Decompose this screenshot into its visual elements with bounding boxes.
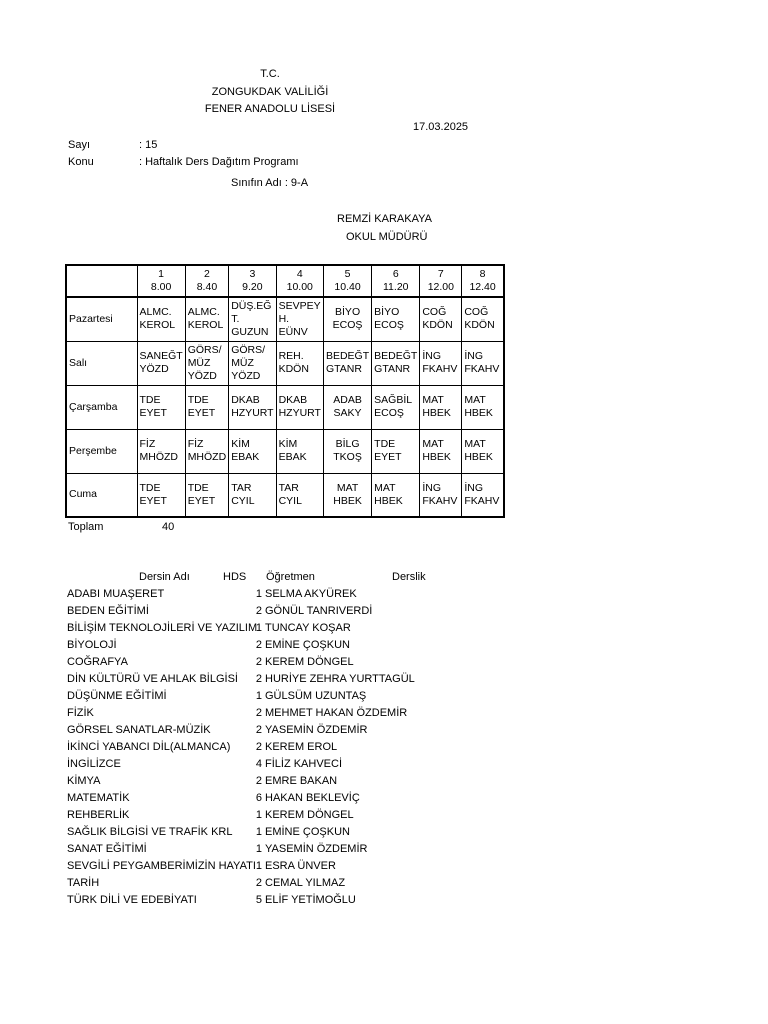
day-label: Çarşamba <box>66 385 137 429</box>
period-number: 7 <box>437 268 444 280</box>
course-teacher: EMİNE ÇOŞKUN <box>265 826 350 838</box>
lesson-cell <box>276 341 323 385</box>
lesson-teacher: HBEK <box>464 451 493 463</box>
course-teacher: EMRE BAKAN <box>265 775 338 787</box>
lesson-teacher: EYET <box>187 494 216 507</box>
lesson-cell <box>372 341 420 385</box>
course-hds: 2 <box>255 656 262 668</box>
lesson-cell <box>462 429 504 473</box>
lesson-teacher: HBEK <box>422 451 451 463</box>
course-teacher: HAKAN BEKLEVİÇ <box>265 792 360 804</box>
schedule-header-row <box>66 265 504 297</box>
lesson-code: TAR <box>231 481 252 494</box>
course-name: TÜRK DİLİ VE EDEBİYATI <box>67 894 197 906</box>
lesson-cell <box>276 385 323 429</box>
course-teacher: CEMAL YILMAZ <box>265 877 346 889</box>
lesson-teacher: KEROL <box>139 319 176 332</box>
lesson-code: ADAB <box>333 394 362 406</box>
course-teacher: GÜLSÜM UZUNTAŞ <box>265 690 367 702</box>
course-hds: 2 <box>255 775 262 787</box>
lesson-cell <box>420 473 462 517</box>
lesson-teacher: EYET <box>374 451 402 463</box>
lesson-teacher: YÖZD <box>231 369 261 382</box>
course-name: İKİNCİ YABANCI DİL(ALMANCA) <box>67 741 231 753</box>
course-hds: 5 <box>255 894 262 906</box>
konu-label: Konu <box>68 156 94 168</box>
lesson-cell <box>229 385 276 429</box>
schedule-row-pazartesi <box>66 297 504 341</box>
principal-name: REMZİ KARAKAYA <box>337 213 432 225</box>
period-number: 5 <box>344 268 351 280</box>
lesson-cell <box>462 341 504 385</box>
lesson-cell <box>137 429 185 473</box>
course-name: SAĞLIK BİLGİSİ VE TRAFİK KRL <box>67 826 233 838</box>
lesson-code: DKAB <box>278 394 308 406</box>
lesson-code: TDE <box>374 438 396 450</box>
total-value: 40 <box>162 521 175 533</box>
course-name: SEVGİLİ PEYGAMBERİMİZİN HAYATI <box>67 860 256 872</box>
lesson-cell <box>420 429 462 473</box>
header-tc: T.C. <box>260 68 280 80</box>
lesson-teacher: KDÖN <box>464 319 495 332</box>
lesson-cell <box>276 473 323 517</box>
lesson-teacher: ECOŞ <box>374 319 404 332</box>
lesson-code: SEVPEY <box>278 299 321 312</box>
lesson-cell <box>323 429 371 473</box>
course-name: MATEMATİK <box>67 792 130 804</box>
lesson-teacher: EYET <box>187 407 216 419</box>
lesson-teacher: CYIL <box>278 494 302 507</box>
course-teacher: YASEMİN ÖZDEMİR <box>265 843 368 855</box>
lesson-code: SAĞBİL <box>374 394 413 406</box>
principal-title: OKUL MÜDÜRÜ <box>346 231 428 243</box>
period-header <box>420 265 462 297</box>
period-header <box>372 265 420 297</box>
lesson-teacher: ECOŞ <box>374 407 404 419</box>
lesson-cell <box>462 473 504 517</box>
lesson-code: MAT <box>422 394 444 406</box>
lesson-teacher: YÖZD <box>187 369 217 382</box>
lesson-teacher: KDÖN <box>422 319 453 332</box>
lesson-code: TDE <box>139 394 161 406</box>
lesson-cell <box>229 429 276 473</box>
lesson-code: GÖRS/ <box>187 343 222 356</box>
course-name: BİYOLOJİ <box>67 639 117 651</box>
lesson-code: KİM <box>278 438 298 450</box>
lesson-cell <box>372 473 420 517</box>
period-time: 10.00 <box>286 281 313 293</box>
lesson-teacher: EBAK <box>231 451 260 463</box>
header-corner-cell <box>66 265 137 297</box>
lesson-code: COĞ <box>422 306 447 319</box>
col-header-course-name: Dersin Adı <box>139 571 190 583</box>
course-teacher: GÖNÜL TANRIVERDİ <box>265 605 373 617</box>
lesson-code: GÖRS/ <box>231 343 266 356</box>
lesson-code: ALMC. <box>187 306 220 319</box>
period-time: 8.40 <box>196 281 218 293</box>
period-number: 8 <box>479 268 486 280</box>
course-hds: 1 <box>255 809 262 821</box>
lesson-cell <box>229 473 276 517</box>
lesson-code: İNG <box>422 481 442 494</box>
lesson-code: FİZ <box>139 438 156 450</box>
lesson-teacher: FKAHV <box>422 363 458 375</box>
course-teacher: KEREM DÖNGEL <box>265 809 354 821</box>
total-label: Toplam <box>68 521 104 533</box>
day-label: Salı <box>66 341 137 385</box>
period-header <box>229 265 276 297</box>
period-number: 4 <box>296 268 303 280</box>
course-hds: 1 <box>255 588 262 600</box>
course-name: BEDEN EĞİTİMİ <box>67 605 149 617</box>
lesson-code: TDE <box>139 481 161 494</box>
lesson-teacher: FKAHV <box>422 494 458 507</box>
course-name: DİN KÜLTÜRÜ VE AHLAK BİLGİSİ <box>67 673 238 685</box>
lesson-code: COĞ <box>464 306 489 319</box>
header-school-name: FENER ANADOLU LİSESİ <box>204 103 336 115</box>
course-teacher: EMİNE ÇOŞKUN <box>265 639 350 651</box>
lesson-cell <box>323 385 371 429</box>
lesson-code: İNG <box>464 350 484 362</box>
course-teacher: TUNCAY KOŞAR <box>265 622 351 634</box>
schedule-row-persembe <box>66 429 504 473</box>
lesson-code: BEDEĞT <box>374 350 418 362</box>
course-name: DÜŞÜNME EĞİTİMİ <box>67 690 167 702</box>
lesson-code: MAT <box>374 481 396 494</box>
schedule-row-sali <box>66 341 504 385</box>
lesson-code: BEDEĞT <box>325 350 370 362</box>
class-name: Sınıfın Adı : 9-A <box>231 177 309 189</box>
course-hds: 2 <box>255 673 262 685</box>
lesson-teacher: MHÖZD <box>139 451 178 463</box>
lesson-cell <box>137 297 185 341</box>
lesson-code: REH. <box>278 350 304 362</box>
lesson-code: TAR <box>278 481 299 494</box>
schedule-row-cuma <box>66 473 504 517</box>
lesson-code: DÜŞ.EĞ <box>231 299 272 312</box>
col-header-hds: HDS <box>223 571 247 583</box>
lesson-cell <box>323 297 371 341</box>
lesson-teacher: EYET <box>139 494 167 507</box>
lesson-teacher: FKAHV <box>464 363 500 375</box>
course-name: TARİH <box>67 877 100 889</box>
course-hds: 1 <box>255 622 262 634</box>
lesson-cell <box>462 297 504 341</box>
period-time: 8.00 <box>150 281 172 293</box>
lesson-code: MAT <box>464 438 486 450</box>
lesson-code: BİLG <box>335 438 360 450</box>
course-name: BİLİŞİM TEKNOLOJİLERİ VE YAZILIM <box>67 622 258 634</box>
lesson-cell <box>137 385 185 429</box>
lesson-cell <box>185 341 229 385</box>
course-name: İNGİLİZCE <box>67 758 121 770</box>
lesson-cell <box>420 341 462 385</box>
lesson-teacher: EYET <box>139 407 167 419</box>
course-name: COĞRAFYA <box>67 656 128 668</box>
lesson-code: MAT <box>336 481 359 494</box>
lesson-cell <box>420 385 462 429</box>
period-header <box>185 265 229 297</box>
lesson-teacher: YÖZD <box>139 363 169 375</box>
header-governorship: ZONGUKDAK VALİLİĞİ <box>211 86 329 98</box>
lesson-teacher: FKAHV <box>464 494 500 507</box>
period-time: 12.00 <box>427 281 454 293</box>
course-hds: 2 <box>255 639 262 651</box>
course-name: KİMYA <box>67 775 101 787</box>
lesson-code: TDE <box>187 481 209 494</box>
lesson-teacher: ECOŞ <box>332 319 363 332</box>
lesson-teacher: KDÖN <box>278 363 309 375</box>
lesson-cell <box>229 297 276 341</box>
period-header <box>137 265 185 297</box>
lesson-teacher: HZYURT <box>231 407 274 419</box>
period-time: 12.40 <box>469 281 496 293</box>
day-label: Pazartesi <box>66 297 137 341</box>
course-name: REHBERLİK <box>67 809 130 821</box>
konu-value: : Haftalık Ders Dağıtım Programı <box>139 156 299 168</box>
course-hds: 2 <box>255 741 262 753</box>
course-hds: 1 <box>255 843 262 855</box>
lesson-code: SANEĞT <box>139 350 183 362</box>
lesson-cell <box>276 429 323 473</box>
document-date: 17.03.2025 <box>413 121 469 133</box>
lesson-cell <box>323 473 371 517</box>
lesson-code-cont: T. <box>231 312 240 325</box>
lesson-cell <box>185 429 229 473</box>
lesson-teacher: SAKY <box>333 407 362 419</box>
lesson-code: BİYO <box>374 306 400 319</box>
lesson-code: MAT <box>464 394 486 406</box>
lesson-cell <box>372 429 420 473</box>
lesson-cell <box>137 341 185 385</box>
period-number: 6 <box>392 268 399 280</box>
course-teacher: KEREM DÖNGEL <box>265 656 354 668</box>
lesson-teacher: GUZUN <box>231 325 269 338</box>
lesson-cell <box>420 297 462 341</box>
schedule-row-carsamba <box>66 385 504 429</box>
lesson-code: İNG <box>422 350 442 362</box>
lesson-cell <box>276 297 323 341</box>
lesson-teacher: HZYURT <box>278 407 321 419</box>
lesson-code: TDE <box>187 394 209 406</box>
lesson-cell <box>185 297 229 341</box>
lesson-code-cont: MÜZ <box>187 356 211 369</box>
course-name: FİZİK <box>67 707 94 719</box>
period-header <box>462 265 504 297</box>
course-hds: 2 <box>255 707 262 719</box>
course-teacher: ELİF YETİMOĞLU <box>265 894 356 906</box>
weekly-schedule-table <box>65 264 505 518</box>
day-label: Cuma <box>66 473 137 517</box>
lesson-cell <box>372 297 420 341</box>
lesson-teacher: CYIL <box>231 494 255 507</box>
period-number: 3 <box>249 268 256 280</box>
lesson-code-cont: H. <box>278 312 290 325</box>
lesson-code: DKAB <box>231 394 260 406</box>
col-header-teacher: Öğretmen <box>266 571 315 583</box>
lesson-code: MAT <box>422 438 444 450</box>
course-hds: 4 <box>255 758 262 770</box>
sayi-value: : 15 <box>139 139 158 151</box>
lesson-cell <box>462 385 504 429</box>
period-number: 1 <box>158 268 165 280</box>
col-header-room: Derslik <box>392 571 426 583</box>
lesson-code: İNG <box>464 481 484 494</box>
lesson-teacher: EÜNV <box>278 325 308 338</box>
course-name: ADABI MUAŞERET <box>67 588 165 600</box>
lesson-teacher: HBEK <box>464 407 493 419</box>
sayi-label: Sayı <box>68 139 91 151</box>
lesson-teacher: MHÖZD <box>187 451 227 463</box>
lesson-teacher: HBEK <box>374 494 403 507</box>
course-hds: 1 <box>255 826 262 838</box>
lesson-cell <box>185 473 229 517</box>
course-teacher: ESRA ÜNVER <box>265 860 336 872</box>
course-teacher: FİLİZ KAHVECİ <box>265 758 343 770</box>
period-number: 2 <box>204 268 210 280</box>
period-time: 10.40 <box>334 281 361 293</box>
course-hds: 1 <box>255 690 262 702</box>
lesson-teacher: KEROL <box>187 319 224 332</box>
lesson-teacher: TKOŞ <box>333 451 362 463</box>
lesson-code-cont: MÜZ <box>231 356 254 369</box>
course-teacher: KEREM EROL <box>265 741 338 753</box>
lesson-code: BİYO <box>335 306 361 319</box>
course-hds: 2 <box>255 724 262 736</box>
period-header <box>276 265 323 297</box>
course-teacher: YASEMİN ÖZDEMİR <box>265 724 368 736</box>
lesson-teacher: GTANR <box>374 363 411 375</box>
day-label: Perşembe <box>66 429 137 473</box>
course-hds: 1 <box>255 860 262 872</box>
course-teacher: HURİYE ZEHRA YURTTAGÜL <box>265 673 415 685</box>
course-name: GÖRSEL SANATLAR-MÜZİK <box>67 724 211 736</box>
course-teacher: MEHMET HAKAN ÖZDEMİR <box>265 707 408 719</box>
lesson-teacher: GTANR <box>325 363 362 375</box>
lesson-code: ALMC. <box>139 306 172 319</box>
period-header <box>323 265 371 297</box>
lesson-teacher: EBAK <box>278 451 307 463</box>
lesson-cell <box>323 341 371 385</box>
course-hds: 2 <box>255 877 262 889</box>
period-time: 9.20 <box>242 281 263 293</box>
course-teacher: SELMA AKYÜREK <box>265 588 357 600</box>
course-name: SANAT EĞİTİMİ <box>67 843 147 855</box>
lesson-teacher: HBEK <box>333 494 362 507</box>
course-hds: 6 <box>255 792 262 804</box>
lesson-cell <box>185 385 229 429</box>
lesson-teacher: HBEK <box>422 407 451 419</box>
lesson-cell <box>372 385 420 429</box>
course-hds: 2 <box>255 605 262 617</box>
lesson-code: FİZ <box>187 438 204 450</box>
lesson-code: KİM <box>231 438 250 450</box>
lesson-cell <box>137 473 185 517</box>
lesson-cell <box>229 341 276 385</box>
period-time: 11.20 <box>383 281 409 293</box>
